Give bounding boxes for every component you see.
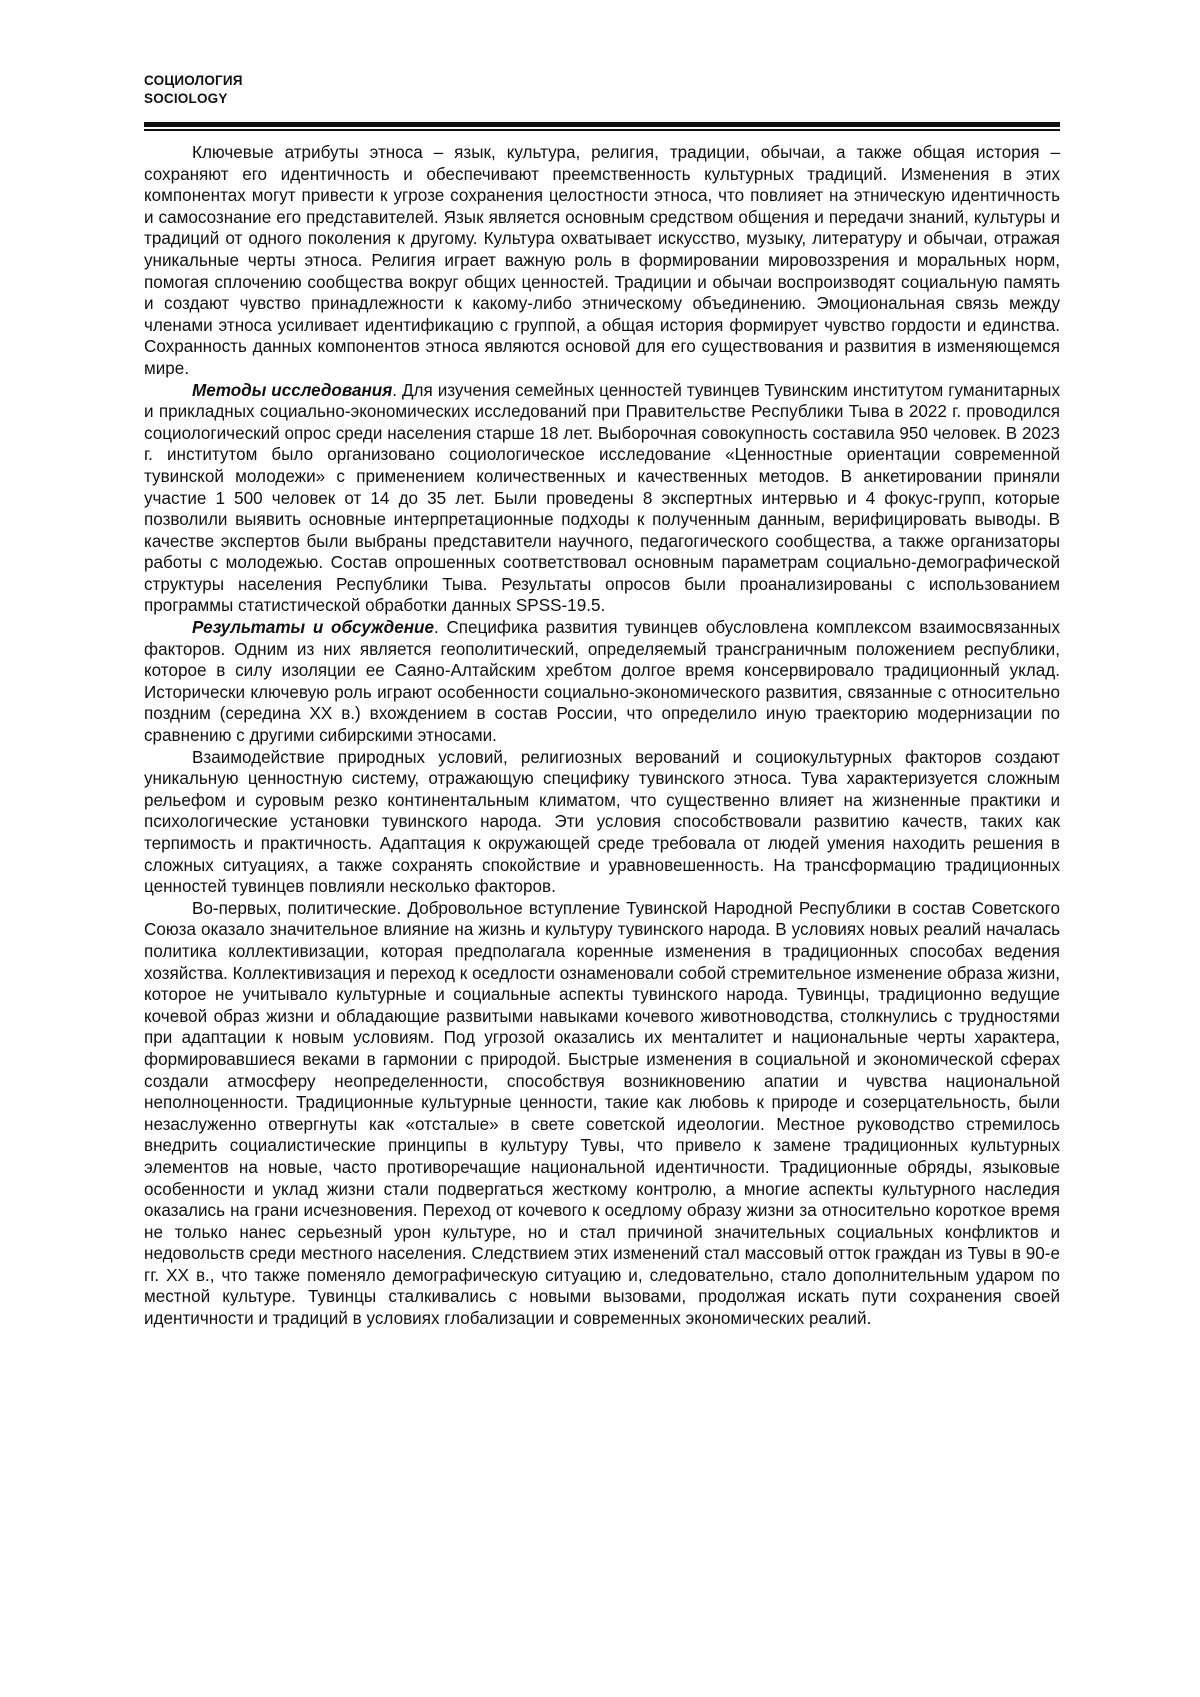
paragraph-methods	[144, 380, 1060, 618]
header-rule-thin	[144, 129, 1060, 131]
paragraph-ethnos-attributes	[144, 142, 1060, 380]
section-heading-methods: Методы исследования	[192, 380, 393, 400]
section-title-ru: СОЦИОЛОГИЯ	[144, 73, 243, 88]
paragraph-interaction	[144, 747, 1060, 898]
section-heading-results: Результаты и обсуждение	[192, 618, 434, 638]
paragraph-text: . Специфика развития тувинцев обусловлена комплексом взаимосвязанных факторов. Одним из них является геополитический, определяемый трансграничным положением республики, которое в силу изоляции ее Саяно-Алтайским хребтом долгое время консервировало традиционный уклад. Исторически ключевую роль играют особенности социально-экономического развития, связанные с относительно поздним (середина XX в.) вхождением в состав России, что определило иную траекторию модернизации по сравнению с другими сибирскими этносами.	[144, 618, 1061, 746]
section-title-en: SOCIOLOGY	[144, 91, 228, 106]
article-body	[144, 142, 1060, 1330]
running-header	[144, 72, 243, 108]
paragraph-text: Взаимодействие природных условий, религиозных верований и социокультурных факторов создают уникальную ценностную систему, отражающую специфику тувинского этноса. Тува характеризуется сложным рельефом и суровым резко континентальным климатом, что существенно влияет на жизненные практики и психологические установки тувинского народа. Эти условия способствовали развитию качеств, таких как терпимость и практичность. Адаптация к окружающей среде требовала от людей умения находить решения в сложных ситуациях, а также сохранять спокойствие и уравновешенность. На трансформацию традиционных ценностей тувинцев повлияли несколько факторов.	[144, 747, 1060, 897]
paragraph-text: . Для изучения семейных ценностей тувинцев Тувинским институтом гуманитарных и прикладных социально-экономических исследований при Правительстве Республики Тыва в 2022 г. проводился социологический опрос среди населения старше 18 лет. Выборочная совокупность составила 950 человек. В 2023 г. институтом было организовано социологическое исследование «Ценностные ориентации современной тувинской молодежи» с применением количественных и качественных методов. В анкетировании приняли участие 1 500 человек от 14 до 35 лет. Были проведены 8 экспертных интервью и 4 фокус-групп, которые позволили выявить основные интерпретационные подходы к полученным данным, верифицировать выводы. В качестве экспертов были выбраны представители научного, педагогического сообщества, а также организаторы работы с молодежью. Состав опрошенных соответствовал основным параметрам социально-демографической структуры населения Республики Тыва. Результаты опросов были проанализированы с использованием программы статистической обработки данных SPSS-19.5.	[144, 380, 1060, 616]
paragraph-text: Ключевые атрибуты этноса – язык, культура, религия, традиции, обычаи, а также общая история – сохраняют его идентичность и обеспечивают преемственность культурных традиций. Изменения в этих компонентах могут привести к угрозе сохранения целостности этноса, что повлияет на этническую идентичность и самосознание его представителей. Язык является основным средством общения и передачи знаний, культуры и традиций от одного поколения к другому. Культура охватывает искусство, музыку, литературу и обычаи, отражая уникальные черты этноса. Религия играет важную роль в формировании мировоззрения и моральных норм, помогая сплочению сообщества вокруг общих ценностей. Традиции и обычаи воспроизводят социальную память и создают чувство принадлежности к какому-либо этническому объединению. Эмоциональная связь между членами этноса усиливает идентификацию с группой, а общая история формирует чувство гордости и единства. Сохранность данных компонентов этноса являются основой для его существования и развития в изменяющемся мире.	[144, 143, 1060, 378]
paragraph-political-factors	[144, 898, 1060, 1330]
paragraph-results	[144, 617, 1060, 747]
header-rule-thick	[144, 122, 1060, 127]
paragraph-text: Во-первых, политические. Добровольное вступление Тувинской Народной Республики в состав Советского Союза оказало значительное влияние на жизнь и культуру тувинского народа. В условиях новых реалий началась политика коллективизации, которая предполагала коренные изменения в традиционных способах ведения хозяйства. Коллективизация и переход к оседлости ознаменовали собой стремительное изменение образа жизни, которое не учитывало культурные и социальные аспекты тувинского народа. Тувинцы, традиционно ведущие кочевой образ жизни и обладающие развитыми навыками кочевого животноводства, столкнулись с трудностями при адаптации к новым условиям. Под угрозой оказались их менталитет и национальные черты характера, формировавшиеся веками в гармонии с природой. Быстрые изменения в социальной и экономической сферах создали атмосферу неопределенности, способствуя возникновению апатии и чувства национальной неполноценности. Традиционные культурные ценности, такие как любовь к природе и созерцательность, были незаслуженно отвергнуты как «отсталые» в свете советской идеологии. Местное руководство стремилось внедрить социалистические принципы в культуру Тувы, что привело к замене традиционных культурных элементов на новые, часто противоречащие национальной идентичности. Традиционные обряды, языковые особенности и уклад жизни стали подвергаться жесткому контролю, а многие аспекты культурного наследия оказались на грани исчезновения. Переход от кочевого к оседлому образу жизни за относительно короткое время не только нанес серьезный урон культуре, но и стал причиной значительных социальных конфликтов и недовольств среди местного населения. Следствием этих изменений стал массовый отток граждан из Тувы в 90-е гг. XX в., что также поменяло демографическую ситуацию и, следовательно, стало дополнительным ударом по местной культуре. Тувинцы сталкивались с новыми вызовами, продолжая искать пути сохранения своей идентичности и традиций в условиях глобализации и современных экономических реалий.	[144, 898, 1060, 1329]
